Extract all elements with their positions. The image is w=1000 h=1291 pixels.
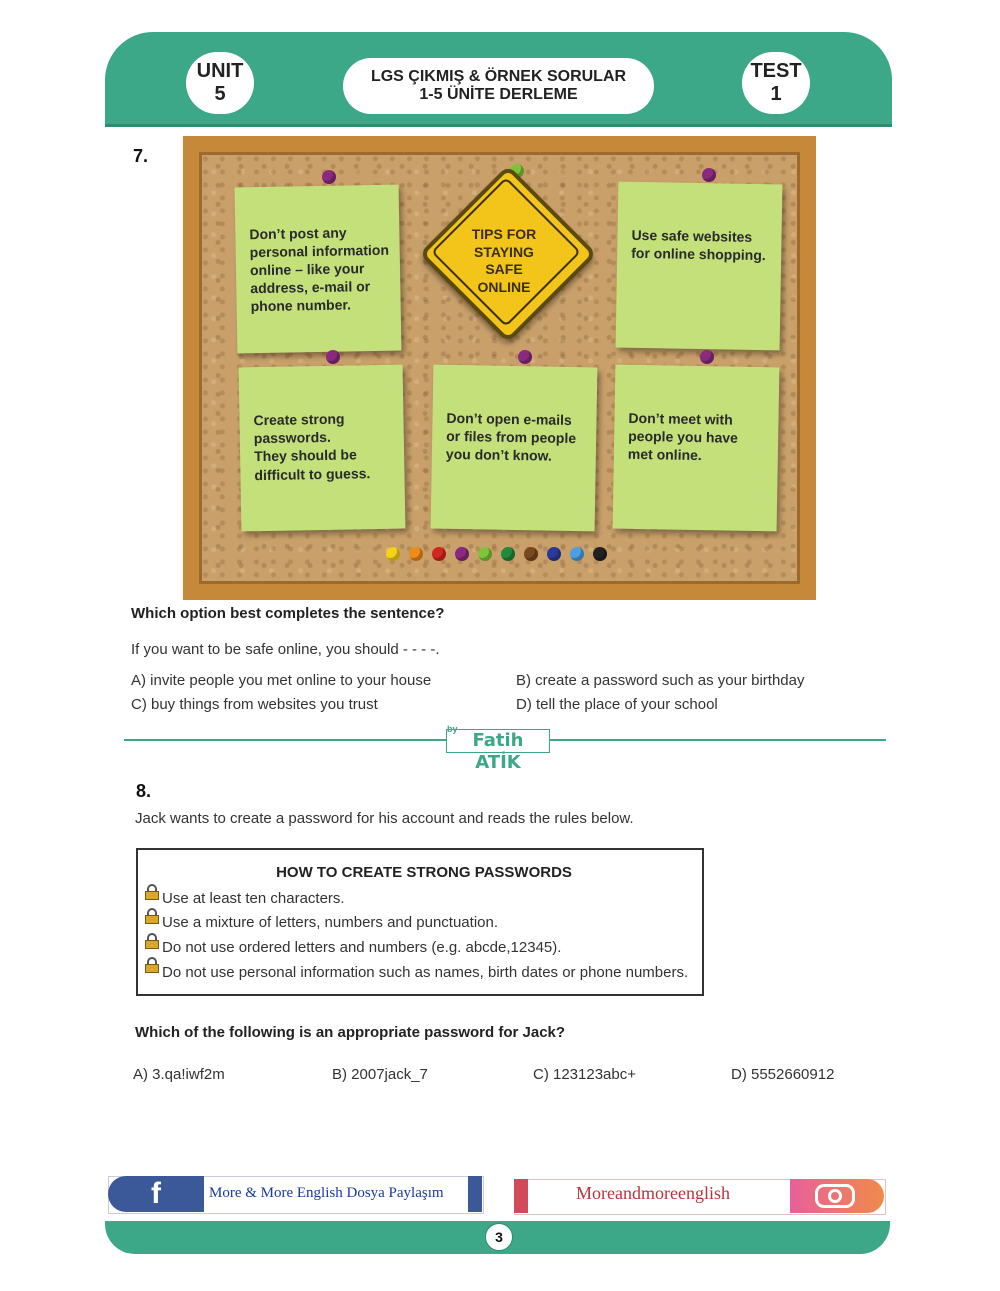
password-rule-4: Do not use personal information such as names, birth dates or phone numbers. (162, 964, 689, 981)
facebook-icon: f (108, 1176, 204, 1212)
facebook-link-text[interactable]: More & More English Dosya Paylaşım (209, 1185, 444, 1201)
facebook-banner-end (468, 1176, 482, 1212)
instagram-banner-start (514, 1179, 528, 1213)
push-pin-icon (702, 168, 716, 182)
push-pin-icon (593, 547, 607, 561)
instagram-icon-lens (828, 1189, 842, 1203)
warning-sign-text: TIPS FOR STAYING SAFE ONLINE (471, 226, 537, 295)
question-8-option-b[interactable]: B) 2007jack_7 (332, 1066, 428, 1083)
lock-icon (145, 884, 159, 900)
question-8-option-a[interactable]: A) 3.qa!iwf2m (133, 1066, 225, 1083)
push-pin-icon (386, 547, 400, 561)
instagram-link-text[interactable]: Moreandmoreenglish (576, 1183, 730, 1203)
push-pin-icon (432, 547, 446, 561)
push-pin-icon (501, 547, 515, 561)
question-7-prompt: Which option best completes the sentence? (131, 605, 445, 622)
question-7-option-a[interactable]: A) invite people you met online to your house (131, 672, 432, 689)
sticky-note-3: Create strong passwords. They should be difficult to guess. (239, 365, 406, 532)
question-8-number: 8. (136, 781, 152, 801)
pin-row (386, 547, 607, 561)
push-pin-icon (409, 547, 423, 561)
password-rules-title: HOW TO CREATE STRONG PASSWORDS (276, 864, 572, 881)
question-8-option-c[interactable]: C) 123123abc+ (533, 1066, 636, 1083)
header-underline (105, 124, 892, 127)
push-pin-icon (518, 350, 532, 364)
title-line-2: 1-5 ÜNİTE DERLEME (419, 86, 578, 103)
question-7-option-b[interactable]: B) create a password such as your birthday (516, 672, 805, 689)
sticky-note-1: Don’t post any personal information online – like your address, e-mail or phone number. (235, 185, 402, 354)
question-7-number: 7. (133, 146, 149, 166)
push-pin-icon (326, 350, 340, 364)
question-7-option-d[interactable]: D) tell the place of your school (516, 696, 718, 713)
question-8-option-d[interactable]: D) 5552660912 (731, 1066, 835, 1083)
unit-number: 5 (214, 83, 226, 105)
push-pin-icon (700, 350, 714, 364)
sticky-note-4: Don’t open e-mails or files from people you don’t know. (431, 365, 598, 532)
question-7-stem: If you want to be safe online, you should - - - -. (131, 641, 440, 658)
push-pin-icon (455, 547, 469, 561)
password-rule-2: Use a mixture of letters, numbers and punctuation. (162, 914, 499, 931)
sticky-note-5: Don’t meet with people you have met online. (613, 365, 780, 532)
question-7-option-c[interactable]: C) buy things from websites you trust (131, 696, 378, 713)
brand-by: by (447, 724, 458, 734)
page-title (343, 58, 654, 114)
sticky-note-2: Use safe websites for online shopping. (616, 182, 783, 351)
test-badge (742, 52, 810, 114)
push-pin-icon (478, 547, 492, 561)
push-pin-icon (524, 547, 538, 561)
lock-icon (145, 908, 159, 924)
password-rule-1: Use at least ten characters. (162, 890, 345, 907)
test-label: TEST (750, 60, 802, 82)
unit-label: UNIT (196, 60, 244, 82)
title-line-1: LGS ÇIKMIŞ & ÖRNEK SORULAR (370, 67, 627, 85)
page-number: 3 (485, 1223, 513, 1251)
brand-logo: Fatih ATİK (446, 729, 550, 753)
unit-badge (186, 52, 254, 114)
lock-icon (145, 933, 159, 949)
push-pin-icon (322, 170, 336, 184)
question-8-intro: Jack wants to create a password for his account and reads the rules below. (135, 810, 634, 827)
lock-icon (145, 957, 159, 973)
test-number: 1 (770, 83, 782, 105)
question-8-prompt: Which of the following is an appropriate password for Jack? (135, 1024, 566, 1041)
password-rule-3: Do not use ordered letters and numbers (e.g. abcde,12345). (162, 939, 562, 956)
push-pin-icon (570, 547, 584, 561)
push-pin-icon (547, 547, 561, 561)
